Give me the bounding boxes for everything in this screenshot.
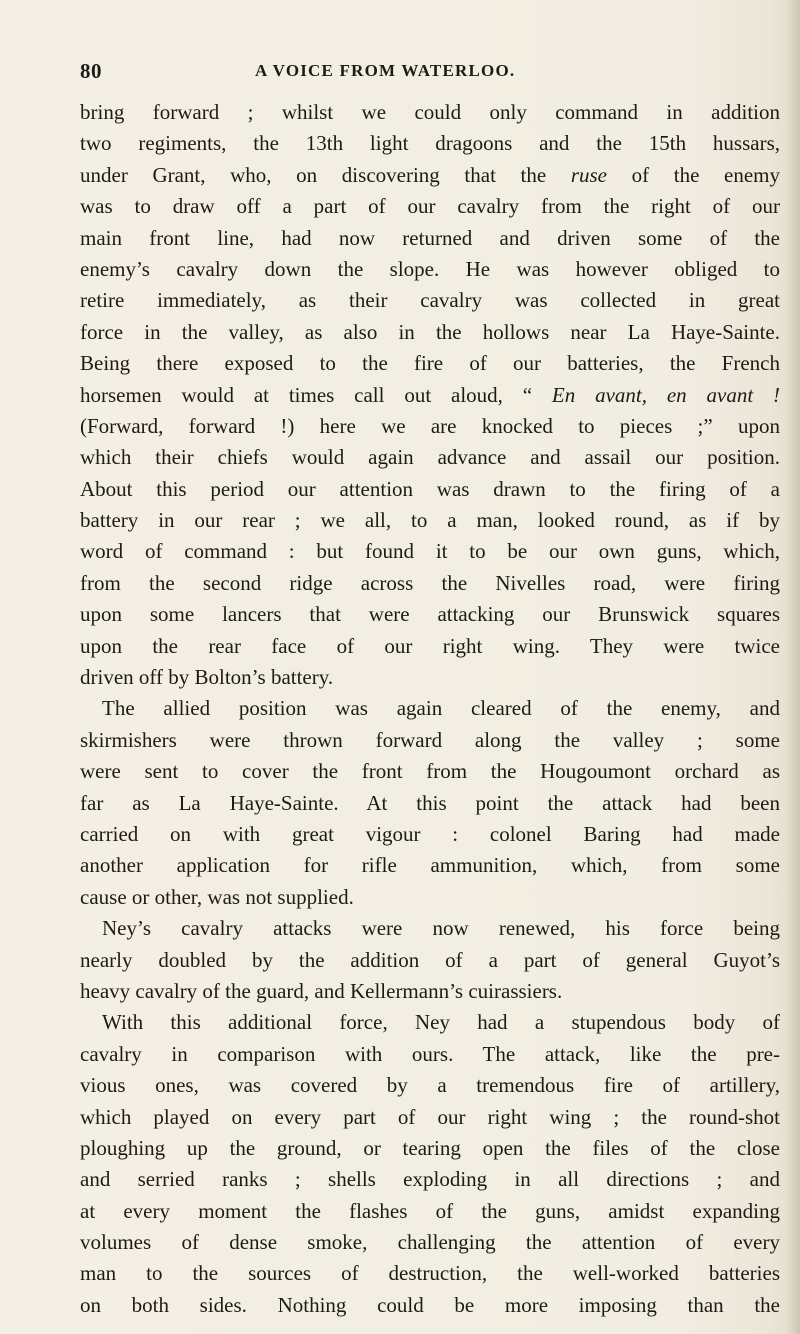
text-line: two regiments, the 13th light dragoons and the 15th hussars, xyxy=(80,131,780,156)
text-line: (Forward, forward !) here we are knocked to pieces ;” upon xyxy=(80,413,780,438)
italic-phrase: ruse xyxy=(570,162,607,187)
text-line: carried on with great vigour : colonel Baring had made xyxy=(80,821,780,846)
text-line: cavalry in comparison with ours. The attack, like the pre- xyxy=(80,1041,780,1066)
text-line: at every moment the flashes of the guns, amidst expanding xyxy=(80,1198,780,1223)
text-line: volumes of dense smoke, challenging the attention of every xyxy=(80,1230,780,1255)
page-edge-shadow xyxy=(786,0,800,1334)
text-line: With this additional force, Ney had a stupendous body of xyxy=(102,1010,780,1035)
text-line: vious ones, was covered by a tremendous fire of artillery, xyxy=(80,1073,780,1098)
text-line: retire immediately, as their cavalry was collected in great xyxy=(80,288,780,313)
text-line: force in the valley, as also in the hollows near La Haye-Sainte. xyxy=(80,319,780,344)
text-line: heavy cavalry of the guard, and Kellermann’s cuirassiers. xyxy=(80,978,563,1003)
page-number: 80 xyxy=(80,59,102,83)
running-title: A VOICE FROM WATERLOO. xyxy=(255,61,516,80)
text-line: upon the rear face of our right wing. They were twice xyxy=(80,633,780,658)
text-line: main front line, had now returned and driven some of the xyxy=(80,225,780,250)
text-line: battery in our rear ; we all, to a man, looked round, as if by xyxy=(80,508,780,533)
text-line: enemy’s cavalry down the slope. He was however obliged to xyxy=(80,256,780,281)
text-line: and serried ranks ; shells exploding in all directions ; and xyxy=(80,1167,780,1192)
text-line: was to draw off a part of our cavalry from the right of our xyxy=(80,194,780,219)
italic-phrase: En avant, en avant ! xyxy=(551,382,780,407)
text-line: nearly doubled by the addition of a part of general Guyot’s xyxy=(80,947,780,972)
text-line: on both sides. Nothing could be more imposing than the xyxy=(80,1292,780,1317)
text-line: man to the sources of destruction, the well-worked batteries xyxy=(80,1261,780,1286)
text-line: driven off by Bolton’s battery. xyxy=(80,665,334,690)
text-line: another application for rifle ammunition, which, from some xyxy=(80,853,780,878)
text-line: About this period our attention was drawn to the firing of a xyxy=(80,476,780,501)
text-line: were sent to cover the front from the Hougoumont orchard as xyxy=(80,759,780,784)
text-line: upon some lancers that were attacking our Brunswick squares xyxy=(80,602,780,627)
text-line: horsemen would at times call out aloud, “ En avant, en avant ! xyxy=(80,382,780,407)
text-line: Being there exposed to the fire of our batteries, the French xyxy=(80,351,780,376)
body-text xyxy=(80,97,780,1321)
text-line: word of command : but found it to be our own guns, which, xyxy=(80,539,780,564)
text-line: which played on every part of our right wing ; the round-shot xyxy=(80,1104,780,1129)
text-line: under Grant, who, on discovering that the ruse of the enemy xyxy=(80,162,780,187)
text-line: bring forward ; whilst we could only command in addition xyxy=(80,100,780,124)
text-line: from the second ridge across the Nivelles road, were firing xyxy=(80,570,780,595)
text-line: far as La Haye-Sainte. At this point the attack had been xyxy=(80,790,780,815)
text-line: skirmishers were thrown forward along the valley ; some xyxy=(80,727,780,752)
text-line: which their chiefs would again advance and assail our position. xyxy=(80,445,780,470)
text-line: cause or other, was not supplied. xyxy=(80,884,354,909)
text-line: The allied position was again cleared of the enemy, and xyxy=(102,696,780,721)
text-line: ploughing up the ground, or tearing open the files of the close xyxy=(80,1135,780,1160)
text-line: Ney’s cavalry attacks were now renewed, his force being xyxy=(102,916,780,941)
page-header xyxy=(80,59,780,89)
